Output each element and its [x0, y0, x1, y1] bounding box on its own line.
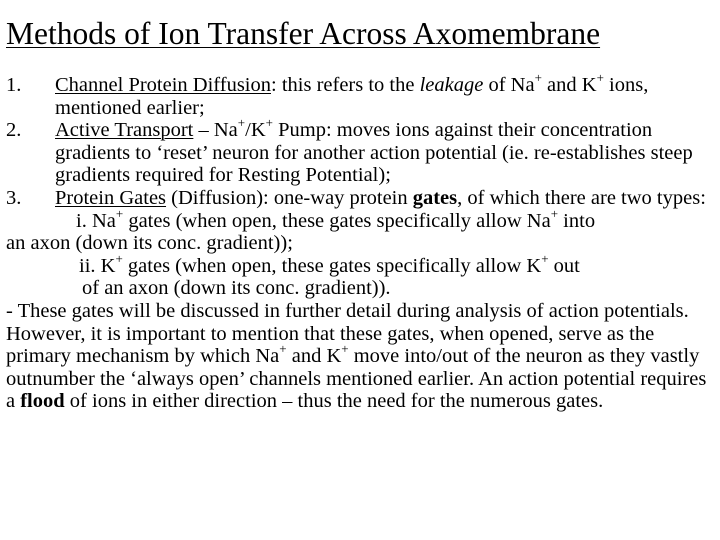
- term-channel-protein-diffusion: Channel Protein Diffusion: [55, 74, 271, 96]
- item-text: , of which there are two types:: [457, 186, 706, 209]
- sub-item-k-gates-continued: of an axon (down its conc. gradient)).: [82, 277, 391, 300]
- item-text: of Na: [483, 74, 535, 96]
- item-text: – Na: [193, 119, 238, 142]
- list-item-protein-gates: [6, 187, 714, 210]
- item-text: (Diffusion): one-way protein: [166, 186, 413, 209]
- superscript-plus: +: [279, 341, 287, 357]
- superscript-plus: +: [596, 70, 604, 86]
- superscript-plus: +: [541, 250, 549, 266]
- superscript-plus: +: [265, 115, 273, 131]
- strong-flood: flood: [20, 390, 65, 413]
- paragraph-text: of ions in either direction – thus the need for the numerous gates.: [64, 390, 604, 413]
- sub-item-na-gates: [6, 205, 714, 233]
- superscript-plus: +: [115, 250, 123, 266]
- list-item-active-transport: [6, 115, 714, 187]
- superscript-plus: +: [341, 341, 349, 357]
- slide-body: [6, 70, 714, 413]
- item-text: : this refers to the: [271, 74, 420, 96]
- paragraph-text: and K: [286, 345, 342, 368]
- superscript-plus: +: [115, 205, 124, 221]
- superscript-plus: +: [534, 70, 542, 86]
- term-protein-gates: Protein Gates: [55, 186, 167, 209]
- sub-item-na-gates-continued: an axon (down its conc. gradient));: [6, 232, 293, 255]
- sub-item-text: ii. K: [79, 254, 116, 277]
- explanation-paragraph: [6, 300, 714, 413]
- superscript-plus: +: [550, 205, 559, 221]
- list-item-channel-protein-diffusion: [6, 70, 714, 119]
- superscript-plus: +: [237, 115, 246, 131]
- sub-item-k-gates: [6, 250, 714, 278]
- paragraph-text: move into/out of the neuron as they vastly outnumber the ‘always open’ channels mentioned earlier. An action potential requires a: [6, 345, 707, 413]
- sub-item-text: gates (when open, these gates specifically allow Na: [123, 209, 551, 232]
- item-text: ions, mentioned earlier;: [55, 74, 649, 119]
- sub-item-text: into: [558, 209, 596, 232]
- list-number: 2.: [6, 119, 22, 142]
- paragraph-text: - These gates will be discussed in further detail during analysis of action potentials. However, it is important to mention that these gates, when opened, serve as the primary mechanism by which Na: [6, 299, 689, 368]
- sub-item-text: out: [548, 254, 580, 277]
- list-number: 3.: [6, 186, 22, 209]
- emphasis-leakage: leakage: [419, 74, 484, 96]
- sub-item-text: i. Na: [76, 209, 116, 232]
- item-text: and K: [541, 74, 597, 96]
- list-number: 1.: [6, 74, 22, 96]
- item-text: Pump: moves ions against their concentration gradients to ‘reset’ neuron for another action potential (ie. re-establishes steep gradients required for Resting Potential);: [55, 119, 693, 187]
- sub-item-text: gates (when open, these gates specifically allow K: [122, 254, 542, 277]
- slide-title: Methods of Ion Transfer Across Axomembrane: [6, 16, 601, 51]
- term-active-transport: Active Transport: [55, 119, 194, 142]
- item-text: /K: [245, 119, 266, 142]
- strong-gates: gates: [412, 186, 458, 209]
